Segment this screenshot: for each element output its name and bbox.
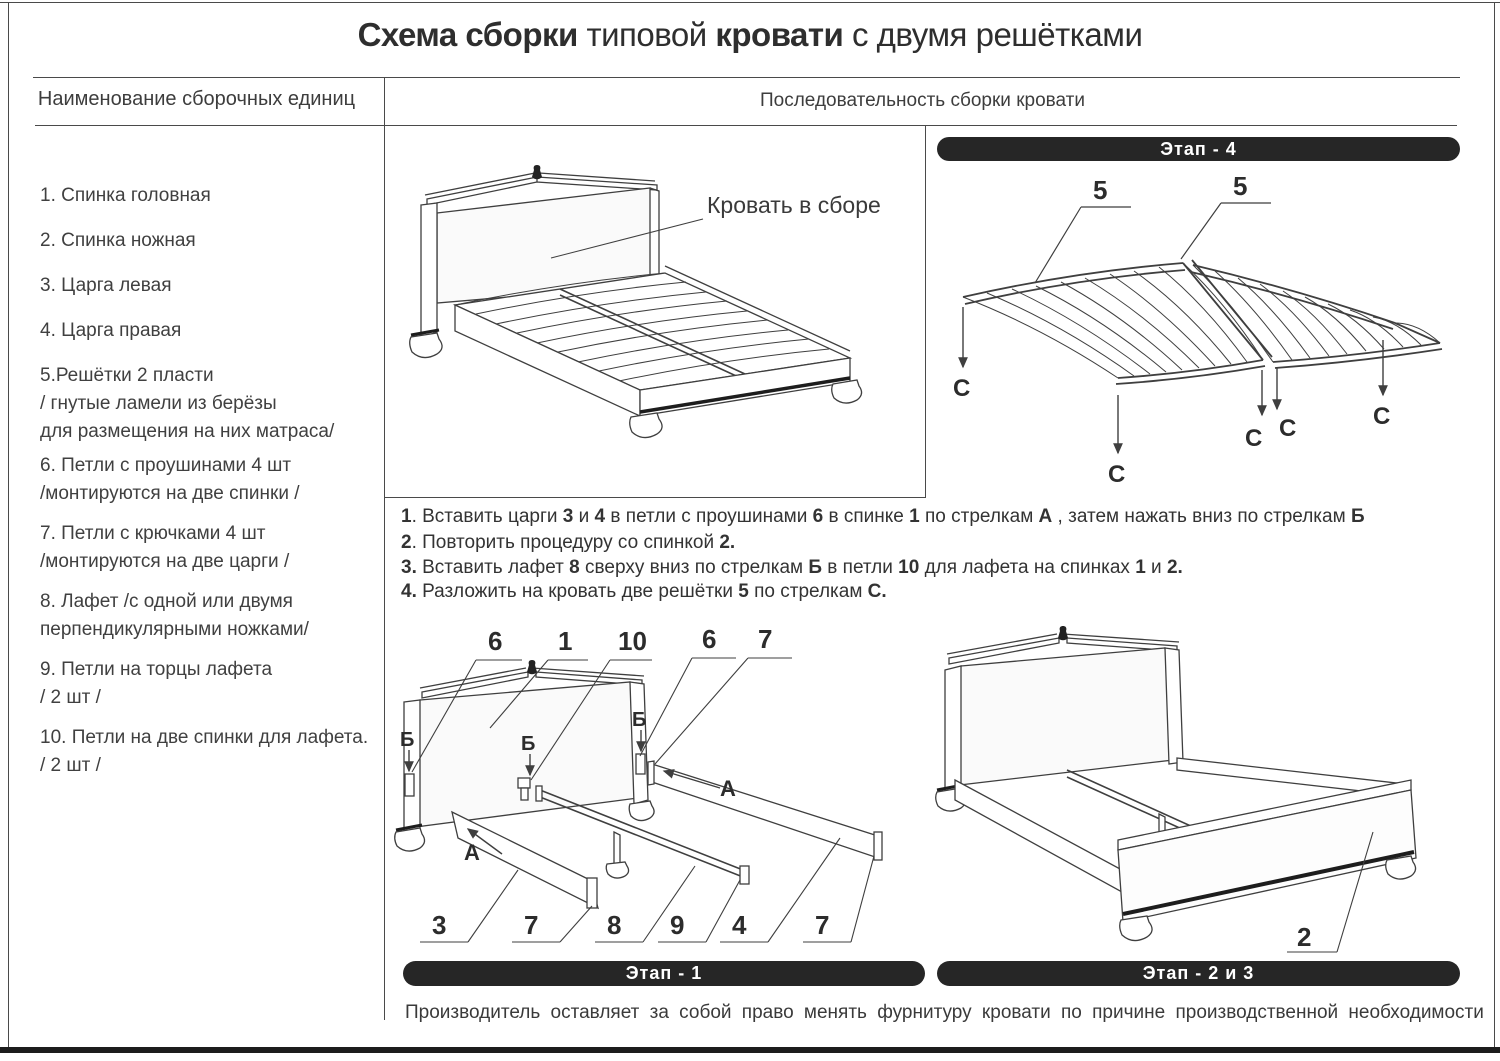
- part-label-9: 9: [670, 910, 685, 940]
- arrow-label-a: А: [464, 840, 480, 865]
- part-label-5: 5: [1233, 171, 1248, 201]
- part-label-7: 7: [758, 624, 773, 654]
- parts-list-item-line: 1. Спинка головная: [40, 185, 211, 206]
- parts-list-item-line: / гнутые ламели из берёзы: [40, 393, 277, 414]
- footer-note: Производитель оставляет за собой право менять фурнитуру кровати по причине производственной необходимости: [405, 1002, 1484, 1023]
- instruction-line: 3. Вставить лафет 8 сверху вниз по стрелкам Б в петли 10 для лафета на спинках 1 и 2.: [401, 557, 1183, 578]
- headboard: [395, 660, 654, 851]
- vase-ornament: [1058, 626, 1068, 640]
- arrow-label-c: С: [1108, 461, 1126, 488]
- leg: [410, 333, 442, 358]
- hinge-plate: [405, 774, 414, 796]
- right-column-header: Последовательность сборки кровати: [759, 90, 1085, 111]
- parts-list-item: [40, 656, 272, 712]
- arrow-label-b: Б: [400, 729, 415, 751]
- leg: [606, 862, 628, 878]
- instruction-line: 2. Повторить процедуру со спинкой 2.: [401, 532, 736, 553]
- exploded-headboard-drawing: [390, 618, 930, 956]
- parts-list-item-line: 2. Спинка ножная: [40, 230, 196, 251]
- parts-list-item: [40, 362, 334, 446]
- parts-list-item-line: /монтируются на две царги /: [40, 551, 290, 572]
- slat-base-right: [1191, 265, 1442, 368]
- part-label-8: 8: [607, 910, 622, 940]
- parts-list-item-line: 7. Петли с крючками 4 шт: [40, 523, 266, 544]
- assembled-box-border-right: [925, 125, 926, 497]
- label-leaders: [1035, 203, 1271, 283]
- part-label-5: 5: [1093, 175, 1108, 205]
- headboard: [936, 626, 1183, 811]
- arrow-label-c: С: [1373, 403, 1391, 430]
- part-label-7: 7: [524, 910, 539, 940]
- vase-ornament: [532, 165, 542, 179]
- leg: [395, 828, 425, 851]
- parts-list-item: [40, 182, 211, 210]
- title-underline: [33, 77, 1460, 78]
- part-label-2: 2: [1297, 922, 1312, 952]
- parts-list-item-line: для размещения на них матраса/: [40, 421, 335, 442]
- page-border-bottom: [0, 1047, 1500, 1053]
- part-label-6: 6: [488, 626, 503, 656]
- parts-list-item-line: 5.Решётки 2 пласти: [40, 365, 214, 386]
- parts-list-item-line: / 2 шт /: [40, 687, 101, 708]
- assembled-box-border-bottom: [385, 497, 926, 498]
- vase-ornament: [527, 660, 537, 674]
- arrow-label-b: Б: [521, 733, 536, 755]
- frame-drawing: [935, 618, 1500, 956]
- part-label-10: 10: [618, 626, 647, 656]
- leg: [629, 801, 654, 821]
- parts-list-item: [40, 724, 368, 780]
- stage-4-pill: Этап - 4: [937, 137, 1460, 161]
- hinge-plate: [740, 866, 749, 884]
- arrow-label-c: С: [1279, 415, 1297, 442]
- rail-near: [955, 780, 1122, 892]
- parts-list-item-line: 6. Петли с проушинами 4 шт: [40, 455, 292, 476]
- leg: [1386, 856, 1416, 879]
- parts-list-item-line: 9. Петли на торцы лафета: [40, 659, 273, 680]
- parts-list-item-line: / 2 шт /: [40, 755, 101, 776]
- page-border-top: [0, 2, 1500, 3]
- page-border-left: [8, 3, 9, 1049]
- slat-base-left: [963, 260, 1272, 384]
- parts-list-item-line: перпендикулярными ножками/: [40, 619, 309, 640]
- instruction-line: 4. Разложить на кровать две решётки 5 по стрелкам С.: [401, 581, 887, 602]
- assembled-bed-callout: Кровать в сборе: [707, 192, 881, 218]
- parts-list-item: [40, 317, 181, 345]
- leg: [630, 413, 662, 438]
- parts-list-item: [40, 452, 300, 508]
- parts-list-item: [40, 272, 171, 300]
- parts-list-item: [40, 520, 289, 576]
- slat-bases-drawing: [935, 165, 1500, 505]
- parts-list-item: [40, 227, 196, 255]
- part-label-7: 7: [815, 910, 830, 940]
- footboard: [1118, 780, 1416, 941]
- part-label-4: 4: [732, 910, 747, 940]
- hinge-plate: [636, 754, 645, 774]
- part-label-1: 1: [558, 626, 573, 656]
- arrow-label-b: Б: [632, 709, 647, 731]
- instruction-line: 1. Вставить царги 3 и 4 в петли с проушинами 6 в спинке 1 по стрелкам А , затем нажать вниз по стрелкам Б: [401, 506, 1365, 527]
- parts-list-item-line: 4. Царга правая: [40, 320, 182, 341]
- parts-list-item: [40, 588, 309, 644]
- arrows-c: [963, 307, 1383, 453]
- assembled-bed-drawing: [385, 125, 925, 497]
- parts-list-item-line: 10. Петли на две спинки для лафета.: [40, 727, 369, 748]
- leg: [1120, 916, 1152, 941]
- arrow-label-c: С: [1245, 425, 1263, 452]
- parts-list-item-line: /монтируются на две спинки /: [40, 483, 300, 504]
- part-label-3: 3: [432, 910, 447, 940]
- stage-1-pill: Этап - 1: [403, 961, 925, 986]
- arrow-label-a: А: [720, 776, 736, 801]
- hinge-plate: [521, 788, 528, 800]
- parts-list-item-line: 8. Лафет /с одной или двумя: [40, 591, 293, 612]
- parts-list-item-line: 3. Царга левая: [40, 275, 172, 296]
- part-label-6: 6: [702, 624, 717, 654]
- left-column-header: Наименование сборочных единиц: [37, 88, 356, 110]
- stage-2-3-pill: Этап - 2 и 3: [937, 961, 1460, 986]
- rail-right: [648, 761, 882, 860]
- arrow-label-c: С: [953, 375, 971, 402]
- hinge-plate: [518, 778, 530, 788]
- page-title: Схема сборки типовой кровати с двумя решётками: [357, 16, 1143, 53]
- leg: [832, 380, 862, 403]
